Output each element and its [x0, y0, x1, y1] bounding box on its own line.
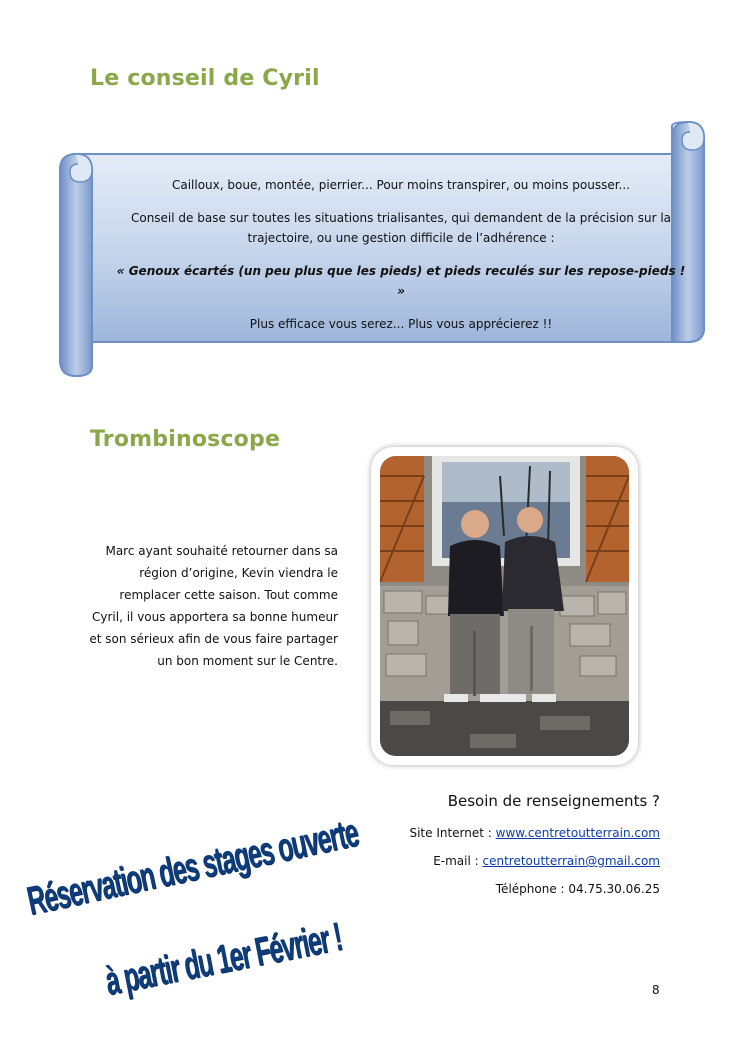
trombinoscope-text: Marc ayant souhaité retourner dans sa région d’origine, Kevin viendra le remplacer cette saison. Tout comme Cyril, il vous apportera sa bonne humeur et son sérieux afin de vous faire partager un bon moment sur le Centre. — [89, 544, 338, 668]
tip-scroll-banner — [56, 120, 708, 380]
tip-line: Plus efficace vous serez... Plus vous apprécierez !! — [249, 317, 553, 331]
reservation-banner — [22, 760, 382, 1010]
email-label: E-mail : — [433, 854, 483, 868]
email-line — [380, 853, 660, 870]
reservation-line: à partir du 1er Février ! — [101, 914, 345, 1004]
website-label: Site Internet : — [409, 826, 496, 840]
phone-line: Téléphone : 04.75.30.06.25 — [495, 882, 660, 896]
tip-line: Conseil de base sur toutes les situations trialisantes, qui demandent de la précision sur la trajectoire, ou une gestion difficile de l’adhérence : — [130, 211, 672, 245]
reservation-line: Réservation des stages ouverte — [23, 810, 362, 924]
staff-photo-frame — [371, 447, 638, 765]
tip-heading: Le conseil de Cyril — [90, 66, 320, 91]
tip-line: Cailloux, boue, montée, pierrier... Pour moins transpirer, ou moins pousser... — [171, 178, 630, 192]
tip-quote: « Genoux écartés (un peu plus que les pieds) et pieds reculés sur les repose-pieds ! » — [116, 264, 686, 298]
trombinoscope-heading: Trombinoscope — [90, 427, 281, 452]
page-number: 8 — [652, 983, 660, 997]
website-line — [380, 825, 660, 842]
email-link[interactable]: centretoutterrain@gmail.com — [482, 854, 660, 868]
contact-title: Besoin de renseignements ? — [447, 792, 660, 810]
tip-text — [116, 175, 686, 347]
staff-photo — [380, 456, 629, 756]
contact-block — [380, 792, 660, 909]
website-link[interactable]: www.centretoutterrain.com — [495, 826, 660, 840]
